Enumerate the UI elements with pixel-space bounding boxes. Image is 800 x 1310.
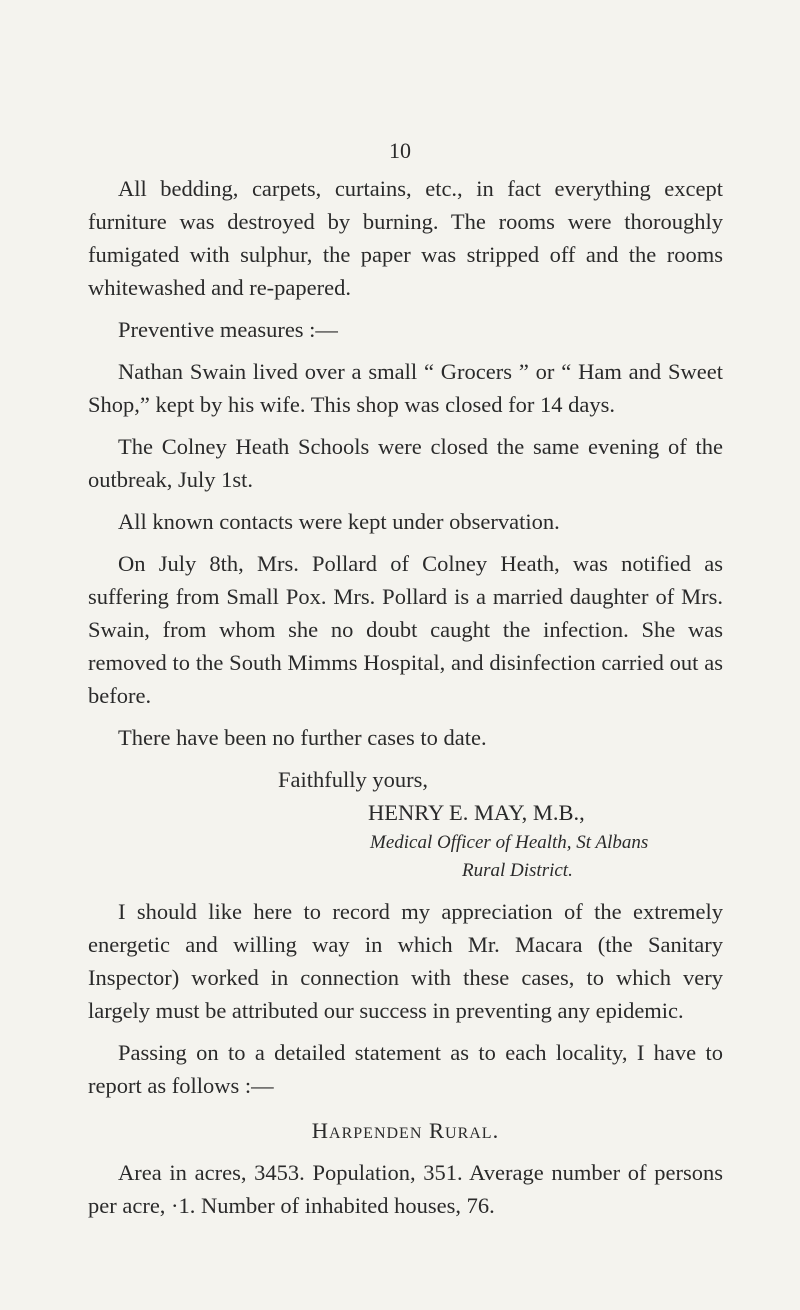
body-text	[88, 172, 723, 1222]
signature-district: Rural District.	[462, 860, 573, 881]
paragraph: There have been no further cases to date.	[118, 725, 487, 750]
paragraph: Preventive measures :—	[118, 317, 338, 342]
page-number: 10	[389, 138, 411, 163]
paragraph: All known contacts were kept under observation.	[118, 509, 560, 534]
signature-name: HENRY E. MAY, M.B.,	[368, 800, 585, 825]
signature-block	[88, 763, 723, 885]
paragraph: The Colney Heath Schools were closed the same evening of the outbreak, July 1st.	[88, 434, 723, 492]
paragraph: Area in acres, 3453. Population, 351. Average number of persons per acre, ·1. Number of inhabited houses, 76.	[88, 1160, 723, 1218]
section-heading: Harpenden Rural.	[311, 1118, 500, 1143]
paragraph: I should like here to record my appreciation of the extremely energetic and willing way in which Mr. Macara (the Sanitary Inspector) worked in connection with these cases, to which very largely must be attributed our success in preventing any epidemic.	[88, 899, 723, 1023]
paragraph: Passing on to a detailed statement as to each locality, I have to report as follows :—	[88, 1040, 723, 1098]
paragraph: Nathan Swain lived over a small “ Grocers ” or “ Ham and Sweet Shop,” kept by his wife. This shop was closed for 14 days.	[88, 359, 723, 417]
paragraph: All bedding, carpets, curtains, etc., in fact everything except furniture was destroyed by burning. The rooms were thoroughly fumigated with sulphur, the paper was stripped off and the rooms whitewashed and re-papered.	[88, 176, 723, 300]
signature-closing: Faithfully yours,	[278, 767, 428, 792]
signature-title: Medical Officer of Health, St Albans	[370, 832, 649, 853]
paragraph: On July 8th, Mrs. Pollard of Colney Heath, was notified as suffering from Small Pox. Mrs. Pollard is a married daughter of Mrs. Swain, from whom she no doubt caught the infection. She was removed to the South Mimms Hospital, and disinfection carried out as before.	[88, 551, 723, 708]
